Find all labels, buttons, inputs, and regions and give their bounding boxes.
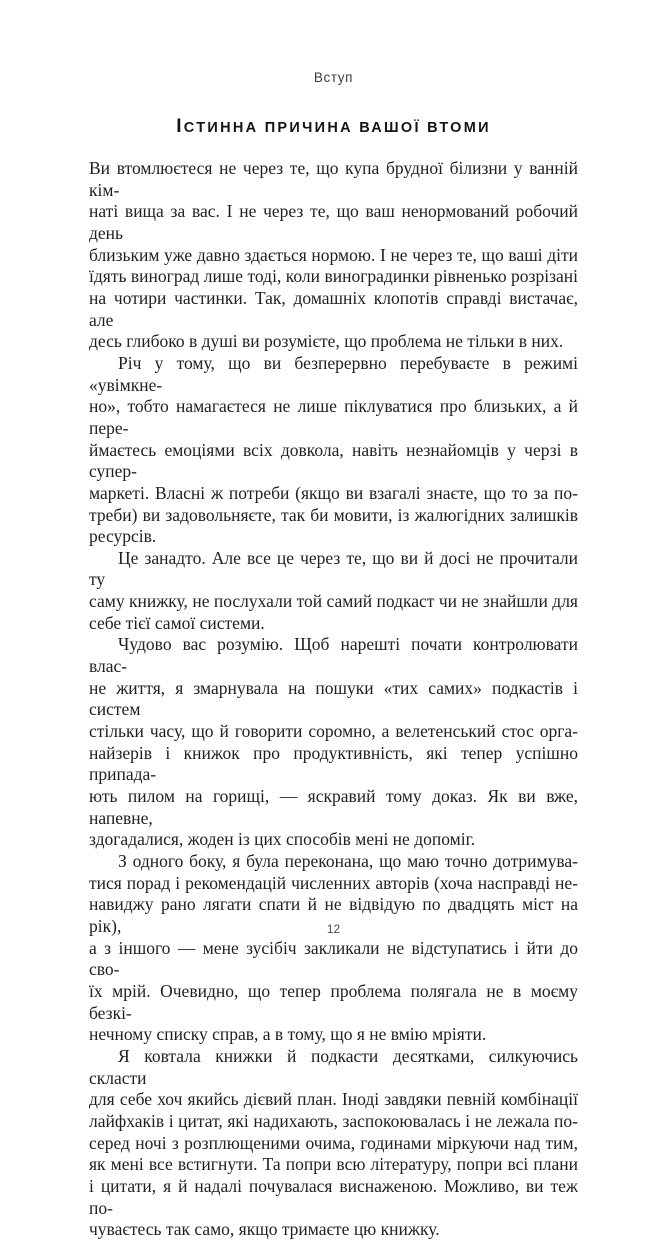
text-line: Я ковтала книжки й подкасти десятками, силкуючись скласти — [89, 1045, 578, 1088]
text-line: їх мрій. Очевидно, що тепер проблема полягала не в моєму безкі- — [89, 980, 578, 1023]
text-line: ймаєтесь емоціями всіх довкола, навіть незнайомців у черзі в супер- — [89, 439, 578, 482]
text-line: і цитати, я й надалі почувалася виснаженою. Можливо, ви теж по- — [89, 1175, 578, 1218]
text-line: близьким уже давно здається нормою. І не через те, що ваші діти — [89, 244, 578, 265]
text-line: на чотири частинки. Так, домашніх клопотів справді вистачає, але — [89, 287, 578, 330]
text-line: но», тобто намагаєтеся не лише піклуватися про близьких, а й пере- — [89, 396, 578, 438]
text-line: З одного боку, я була переконана, що маю точно дотримува- — [118, 851, 578, 871]
text-line: себе тієї самої системи. — [89, 612, 265, 633]
running-header: Вступ — [313, 70, 354, 85]
text-line: а з іншого — мене зусібіч закликали не відступатись і йти до сво- — [89, 937, 578, 980]
text-line: Це занадто. Але все це через те, що ви й досі не прочитали ту — [89, 547, 578, 590]
paragraph — [89, 1046, 578, 1241]
text-line: Річ у тому, що ви безперервно перебуваєте в режимі «увімкне- — [89, 352, 578, 395]
text-line: нечному списку справ, а в тому, що я не вмію мріяти. — [89, 1024, 487, 1045]
text-line: здогадалися, жоден із цих способів мені не допоміг. — [89, 829, 476, 850]
text-line: тися порад і рекомендацій численних авторів (хоча насправді не- — [89, 872, 578, 893]
paragraph — [89, 851, 578, 1046]
text-line: лайфхаків і цитат, які надихають, заспокоювалась і не лежала по- — [89, 1110, 578, 1131]
text-line: маркеті. Власні ж потреби (якщо ви взагалі знаєте, що то за по- — [89, 482, 578, 503]
text-line: як мені все встигнути. Та попри всю літературу, попри всі плани — [89, 1154, 578, 1175]
text-line: ресурсів. — [89, 526, 157, 547]
chapter-title: ІСТИННА ПРИЧИНА ВАШОЇ ВТОМИ — [176, 116, 491, 137]
paragraph — [89, 353, 578, 548]
text-line: Чудово вас розумію. Щоб нарешті почати контролювати влас- — [89, 634, 578, 677]
body-text — [89, 158, 578, 1241]
text-line: не життя, я змарнувала на пошуки «тих самих» подкастів і систем — [89, 677, 578, 720]
text-line: десь глибоко в душі ви розумієте, що проблема не тільки в них. — [89, 331, 564, 352]
text-line: чуваєтесь так само, якщо тримаєте цю книжку. — [89, 1219, 440, 1240]
text-line: саму книжку, не послухали той самий подкаст чи не знайшли для — [89, 591, 578, 612]
text-line: їдять виноград лише тоді, коли виноградинки рівненько розрізані — [89, 266, 578, 287]
text-line: серед ночі з розплющеними очима, годинами міркуючи над тим, — [89, 1132, 578, 1153]
page-number: 12 — [326, 922, 341, 936]
text-line: навиджу рано лягати спати й не відвідую по двадцять міст на рік), — [89, 894, 578, 936]
paragraph — [89, 634, 578, 851]
text-line: ють пилом на горищі, — яскравий тому доказ. Як ви вже, напевне, — [89, 786, 578, 828]
paragraph — [89, 158, 578, 353]
text-line: Ви втомлюєтеся не через те, що купа брудної білизни у ванній кім- — [89, 158, 578, 200]
text-line: треби) ви задовольняєте, так би мовити, із жалюгідних залишків — [89, 504, 578, 525]
text-line: наті вища за вас. І не через те, що ваш ненормований робочий день — [89, 201, 578, 243]
text-line: стільки часу, що й говорити соромно, а велетенський стос орга- — [89, 721, 578, 742]
text-line: для себе хоч якийсь дієвий план. Іноді завдяки певній комбінації — [89, 1089, 578, 1110]
paragraph — [89, 548, 578, 635]
text-line: найзерів і книжок про продуктивність, які тепер успішно припада- — [89, 742, 578, 785]
